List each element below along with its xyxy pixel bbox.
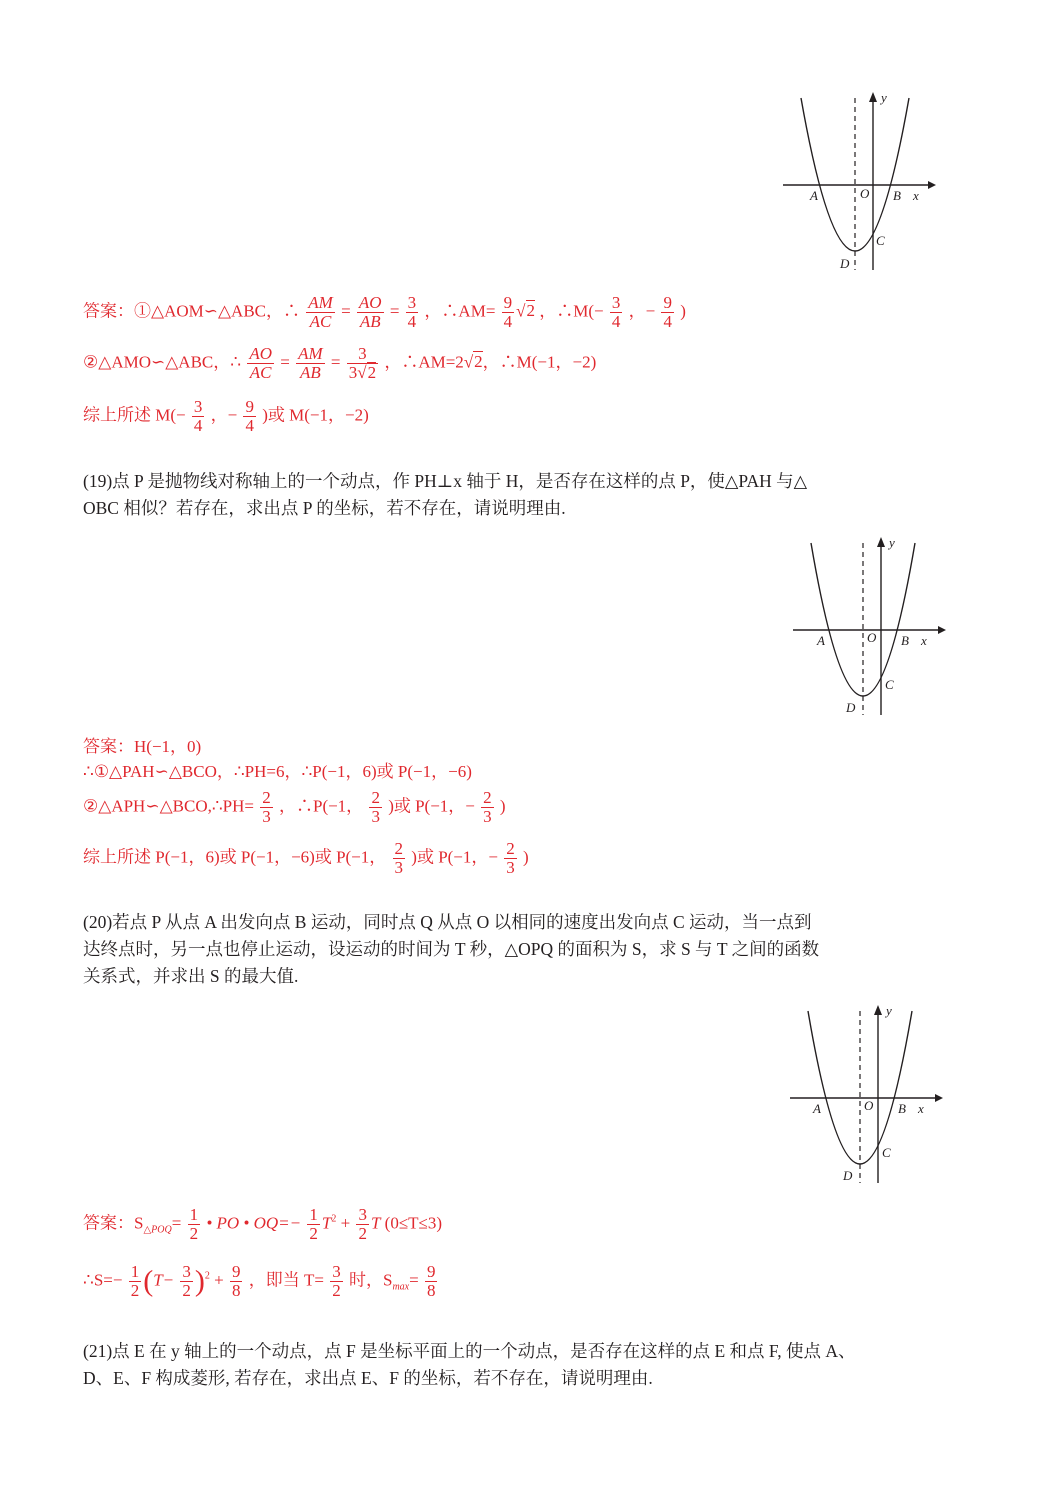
- svg-text:x: x: [921, 633, 927, 648]
- question-text: 达终点时，另一点也停止运动，设运动的时间为 T 秒，△OPQ 的面积为 S，求 S 与 T 之间的函数: [83, 939, 820, 959]
- svg-text:O: O: [864, 1098, 874, 1113]
- question-20: [83, 909, 963, 990]
- svg-text:C: C: [885, 677, 894, 692]
- question-text: D、E、F 构成菱形, 若存在，求出点 E、F 的坐标，若不存在，请说明理由.: [83, 1368, 653, 1388]
- svg-text:x: x: [913, 188, 919, 203]
- question-21: [83, 1338, 963, 1392]
- svg-text:B: B: [893, 188, 901, 203]
- svg-text:B: B: [898, 1101, 906, 1116]
- answer-line-1: 答案：①△AOM∽△ABC，∴ $\frac{AM}{AC}$ = $\frac{AO}{AB}$ = $\frac{3}{4}$ ，∴AM= $\frac{9}{4}$ √2 ，∴M(− $\frac{3}{4}$ ，− $\frac{9}{4}$ ): [83, 293, 686, 331]
- svg-text:x: x: [918, 1101, 924, 1116]
- svg-text:B: B: [901, 633, 909, 648]
- question-19: [83, 468, 963, 522]
- svg-text:D: D: [846, 700, 856, 715]
- parabola-graph-svg: [790, 1003, 950, 1188]
- text: 答案：①△AOM∽△ABC，∴: [83, 301, 301, 321]
- question-text: (19)点 P 是抛物线对称轴上的一个动点，作 PH⊥x 轴于 H，是否存在这样的点 P，使△PAH 与△: [83, 471, 808, 491]
- svg-text:D: D: [840, 256, 850, 271]
- parabola-graph-1: [783, 90, 943, 275]
- parabola-graph-3: [790, 1003, 950, 1188]
- parabola-graph-svg: [783, 90, 943, 275]
- answer-line-4: 答案：H(−1，0): [83, 737, 202, 756]
- answer-line-3: 综上所述 M(− $\frac{3}{4}$ ，− $\frac{9}{4}$ )或 M(−1，−2): [83, 397, 369, 435]
- svg-text:A: A: [817, 633, 825, 648]
- svg-text:D: D: [843, 1168, 853, 1183]
- parabola-graph-2: [793, 535, 953, 720]
- svg-text:y: y: [881, 90, 887, 105]
- answer-line-2: ②△AMO∽△ABC，∴ $\frac{AO}{AC}$ = $\frac{AM}{AB}$ = $\frac{3}{3√2}$ ，∴AM=2√2，∴M(−1，−2): [83, 344, 597, 382]
- svg-text:C: C: [876, 233, 885, 248]
- question-text: 关系式，并求出 S 的最大值.: [83, 966, 299, 986]
- svg-text:y: y: [889, 535, 895, 550]
- question-text: (20)若点 P 从点 A 出发向点 B 运动，同时点 Q 从点 O 以相同的速度出发向点 C 运动，当一点到: [83, 912, 812, 932]
- question-text: OBC 相似？若存在，求出点 P 的坐标，若不存在，请说明理由.: [83, 498, 566, 518]
- parabola-graph-svg: [793, 535, 953, 720]
- answer-line-8: 答案：$S_{\triangle POQ}=$ $\frac{1}{2}$ • PO • OQ=− $\frac{1}{2}$ $T^2$ + $\frac{3}{2}$ T (0≤T≤3): [83, 1205, 443, 1243]
- svg-text:O: O: [867, 630, 877, 645]
- svg-text:A: A: [813, 1101, 821, 1116]
- answer-line-7: 综上所述 P(−1，6)或 P(−1，−6)或 P(−1， $\frac{2}{3}$ )或 P(−1，− $\frac{2}{3}$ ): [83, 839, 529, 877]
- svg-text:C: C: [882, 1145, 891, 1160]
- svg-text:O: O: [860, 186, 870, 201]
- answer-line-5: ∴①△PAH∽△BCO，∴PH=6，∴P(−1，6)或 P(−1，−6): [83, 762, 472, 781]
- answer-line-9: ∴S=− $\frac{1}{2}$ (T− $\frac{3}{2}$ )$^2$ + $\frac{9}{8}$ ，即当 T= $\frac{3}{2}$ 时，$S_{max}=$ $\frac{9}{8}$: [83, 1262, 436, 1300]
- svg-text:A: A: [810, 188, 818, 203]
- svg-text:y: y: [886, 1003, 892, 1018]
- question-text: (21)点 E 在 y 轴上的一个动点，点 F 是坐标平面上的一个动点，是否存在这样的点 E 和点 F, 使点 A、: [83, 1341, 856, 1361]
- answer-line-6: ②△APH∽△BCO,∴PH= $\frac{2}{3}$ ，∴P(−1， $\frac{2}{3}$ )或 P(−1，− $\frac{2}{3}$ ): [83, 788, 506, 826]
